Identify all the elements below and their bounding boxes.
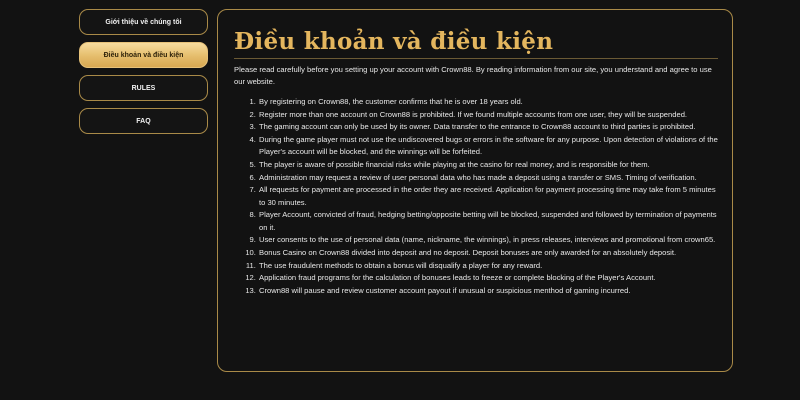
terms-list-item: 12. Application fraud programs for the calculation of bonuses leads to freeze or complete blocking of the Player's Account.: [258, 272, 718, 284]
terms-list-item: 7. All requests for payment are processed in the order they are received. Application for payment processing time may take from 5 minutes to 30 minutes.: [258, 184, 718, 208]
sidebar-item-faq[interactable]: FAQ: [79, 108, 208, 134]
terms-list-item: 4. During the game player must not use the undiscovered bugs or errors in the software for any purpose. Upon detection of violations of the Player's account will be blocked, and the winnings will be forfeited.: [258, 134, 718, 158]
terms-list-item: 9. User consents to the use of personal data (name, nickname, the winnings), in press releases, interviews and promotional from crown65.: [258, 234, 718, 246]
title-divider: [234, 58, 718, 59]
sidebar-item-rules[interactable]: RULES: [79, 75, 208, 101]
terms-list-item: 2. Register more than one account on Crown88 is prohibited. If we found multiple accounts from one user, they will be suspended.: [258, 109, 718, 121]
terms-list-item: 11. The use fraudulent methods to obtain a bonus will disqualify a player for any reward.: [258, 260, 718, 272]
intro-text: Please read carefully before you setting up your account with Crown88. By reading information from our site, you understand and agree to use our website.: [234, 65, 712, 86]
sidebar-item-about-us[interactable]: Giới thiệu về chúng tôi: [79, 9, 208, 35]
terms-list-item: 5. The player is aware of possible financial risks while playing at the casino for real money, and is responsible for them.: [258, 159, 718, 171]
terms-list-item: 10. Bonus Casino on Crown88 divided into deposit and no deposit. Deposit bonuses are only awarded for an absolutely deposit.: [258, 247, 718, 259]
sidebar-nav: [79, 9, 208, 134]
terms-list-item: 6. Administration may request a review of user personal data who has made a deposit using a transfer or SMS. Timing of verification.: [258, 172, 718, 184]
terms-list-item: 3. The gaming account can only be used by its owner. Data transfer to the entrance to Crown88 account to third parties is prohibited.: [258, 121, 718, 133]
terms-panel: [217, 9, 733, 372]
terms-list-item: 13. Crown88 will pause and review customer account payout if unusual or suspicious menthod of gaming incurred.: [258, 285, 718, 297]
sidebar-item-terms-and-conditions[interactable]: Điều khoản và điều kiện: [79, 42, 208, 68]
page-title: Điều khoản và điều kiện: [234, 28, 554, 55]
terms-list-item: 1. By registering on Crown88, the customer confirms that he is over 18 years old.: [258, 96, 718, 108]
terms-list-item: 8. Player Account, convicted of fraud, hedging betting/opposite betting will be blocked, suspended and followed by termination of payments on it.: [258, 209, 718, 233]
terms-list: [234, 96, 718, 297]
